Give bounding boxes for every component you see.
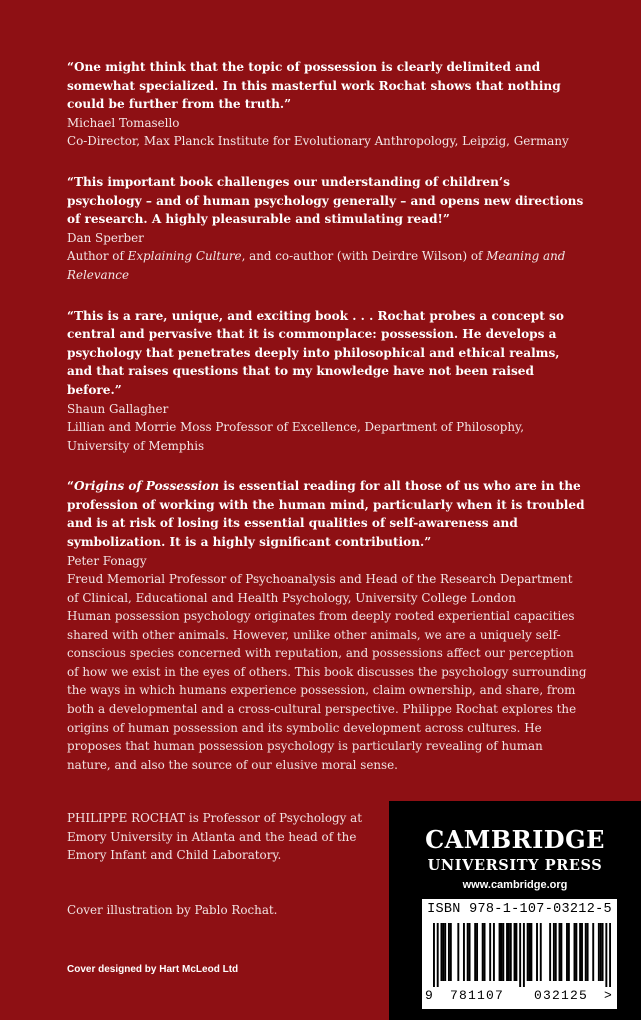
barcode-bar bbox=[437, 923, 439, 987]
barcode-bar bbox=[515, 923, 517, 981]
barcode-bar bbox=[566, 923, 568, 981]
barcode-bar bbox=[514, 923, 516, 981]
publisher-press: UNIVERSITY PRESS bbox=[427, 857, 603, 874]
isbn-barcode bbox=[422, 899, 617, 1009]
barcode-bar bbox=[536, 923, 538, 981]
barcode-bar bbox=[555, 923, 557, 981]
endorsement-fonagy bbox=[67, 477, 587, 607]
barcode-bar bbox=[553, 923, 555, 981]
endorser-name: Shaun Gallagher bbox=[67, 401, 169, 416]
barcode-bar bbox=[519, 923, 521, 987]
endorser-name: Michael Tomasello bbox=[67, 115, 180, 130]
barcode-bar bbox=[457, 923, 459, 981]
barcode-bar bbox=[499, 923, 501, 981]
barcode-digits-right: 032125 bbox=[533, 988, 588, 1003]
publisher-url: www.cambridge.org bbox=[462, 879, 568, 891]
barcode-bar bbox=[493, 923, 495, 981]
barcode-bar bbox=[510, 923, 512, 981]
barcode-bar bbox=[592, 923, 594, 981]
barcode-bar bbox=[484, 923, 486, 981]
barcode-bar bbox=[444, 923, 446, 981]
barcode-bar bbox=[474, 923, 476, 981]
barcode-bar bbox=[598, 923, 600, 981]
barcode-bar bbox=[559, 923, 561, 981]
endorsement-tomasello bbox=[67, 58, 587, 151]
barcode-digits bbox=[422, 988, 617, 1006]
endorsement-quote: “One might think that the topic of possession is clearly delimited and somewhat specialized. In this masterful work Rochat shows that nothing could be further from the truth.” bbox=[67, 60, 561, 112]
barcode-bar bbox=[463, 923, 465, 981]
barcode-bar bbox=[605, 923, 607, 987]
book-description: Human possession psychology originates from deeply rooted experiential capacities shared with other animals. However, unlike other animals, we are a uniquely self-conscious species concerned with reputation, and possessions affect our perception of how we exist in the eyes of others. This book discusses the psychology surrounding the ways in which humans experience possession, claim ownership, and share, from both a developmental and a cross-cultural perspective. Philippe Rochat explores the origins of human possession and its symbolic development across cultures. He proposes that human possession psychology is particularly revealing of human nature, and also the source of our elusive moral sense. bbox=[67, 609, 587, 772]
barcode-bar bbox=[585, 923, 587, 981]
endorsement-gallagher bbox=[67, 307, 587, 456]
barcode-bar bbox=[508, 923, 510, 981]
endorsement-quote bbox=[67, 477, 587, 551]
barcode-bar bbox=[581, 923, 583, 981]
publisher-logo: CAMBRIDGE bbox=[425, 825, 605, 854]
barcode-bar bbox=[609, 923, 611, 987]
barcode-bar bbox=[442, 923, 444, 981]
barcode-bar bbox=[529, 923, 531, 981]
isbn-label: ISBN 978-1-107-03212-5 bbox=[427, 902, 612, 917]
barcode-digits-left: 781107 bbox=[449, 988, 504, 1003]
barcode-bar bbox=[602, 923, 604, 981]
barcode-bar bbox=[476, 923, 478, 981]
barcode-bar bbox=[469, 923, 471, 981]
barcode-icon bbox=[433, 923, 611, 987]
barcode-bar bbox=[600, 923, 602, 981]
affiliation-prefix: Author of bbox=[67, 249, 128, 264]
barcode-bar bbox=[482, 923, 484, 981]
endorser-affiliation: Co-Director, Max Planck Institute for Evolutionary Anthropology, Leipzig, Germany bbox=[67, 134, 569, 149]
endorsement-sperber bbox=[67, 173, 587, 285]
barcode-bar bbox=[506, 923, 508, 981]
barcode-bar bbox=[560, 923, 562, 981]
barcode-bar bbox=[523, 923, 525, 987]
endorsements bbox=[67, 58, 587, 629]
quote-open-mark: “ bbox=[67, 479, 74, 494]
quote-text: is essential reading for all those of us who are in the profession of working with the human mind, particularly when it is troubled and is at risk of losing its essential qualities of self-awareness and symbolization. It is a highly significant contribution.” bbox=[67, 479, 585, 550]
publisher-block bbox=[389, 801, 641, 1020]
endorsement-quote: “This is a rare, unique, and exciting book . . . Rochat probes a concept so central and pervasive that it is commonplace: possession. He develops a psychology that penetrates deeply into philosophical and ethical realms, and that raises questions that to my knowledge have not been raised before.” bbox=[67, 308, 564, 397]
barcode-bar bbox=[527, 923, 529, 981]
illustration-credit: Cover illustration by Pablo Rochat. bbox=[67, 903, 278, 917]
barcode-bar bbox=[587, 923, 589, 981]
barcode-bar bbox=[433, 923, 435, 987]
barcode-digit-first: 9 bbox=[425, 988, 433, 1003]
barcode-bar bbox=[568, 923, 570, 981]
barcode-bar bbox=[530, 923, 532, 981]
book-title-meaning-and-relevance: Meaning and Relevance bbox=[67, 249, 566, 282]
barcode-bar bbox=[450, 923, 452, 981]
barcode-bar bbox=[467, 923, 469, 981]
affiliation-middle: , and co-author (with Deirdre Wilson) of bbox=[241, 249, 487, 264]
barcode-bar bbox=[549, 923, 551, 981]
endorser-name: Peter Fonagy bbox=[67, 553, 147, 568]
barcode-quiet-mark: > bbox=[604, 988, 612, 1003]
author-bio: PHILIPPE ROCHAT is Professor of Psychology at Emory University in Atlanta and the head of the Emory Infant and Child Laboratory. bbox=[67, 811, 362, 863]
endorser-affiliation: Lillian and Morrie Moss Professor of Excellence, Department of Philosophy, University of Memphis bbox=[67, 420, 524, 453]
barcode-bar bbox=[489, 923, 491, 981]
endorser-name: Dan Sperber bbox=[67, 230, 144, 245]
book-title-explaining-culture: Explaining Culture bbox=[127, 249, 242, 264]
barcode-bar bbox=[574, 923, 576, 981]
barcode-bar bbox=[540, 923, 542, 981]
barcode-bar bbox=[502, 923, 504, 981]
barcode-bar bbox=[500, 923, 502, 981]
endorser-affiliation: Freud Memorial Professor of Psychoanalysis and Head of the Research Department of Clinical, Educational and Health Psychology, University College London bbox=[67, 572, 573, 605]
book-title-origins-of-possession: Origins of Possession bbox=[73, 479, 220, 494]
barcode-bar bbox=[448, 923, 450, 981]
design-credit: Cover designed by Hart McLeod Ltd bbox=[67, 964, 239, 975]
endorsement-quote: “This important book challenges our understanding of children’s psychology – and of human psychology generally – and opens new directions of research. A highly pleasurable and stimulating read!” bbox=[67, 174, 584, 227]
barcode-bar bbox=[440, 923, 442, 981]
barcode-bar bbox=[579, 923, 581, 981]
endorser-affiliation bbox=[67, 247, 587, 284]
barcode-bar bbox=[575, 923, 577, 981]
